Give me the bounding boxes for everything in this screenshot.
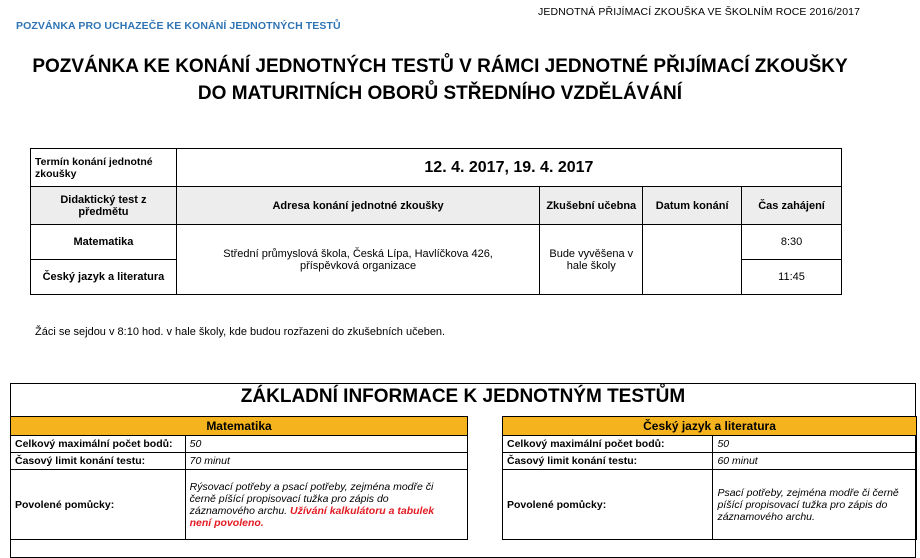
time-cell: 8:30 — [742, 225, 842, 260]
header-right: JEDNOTNÁ PŘIJÍMACÍ ZKOUŠKA VE ŠKOLNÍM ROCE 2016/2017 — [538, 6, 861, 18]
col-date-header: Datum konání — [643, 187, 742, 225]
col-time-header: Čas zahájení — [742, 187, 842, 225]
term-label: Termín konání jednotné zkoušky — [31, 149, 177, 187]
subject-cell: Český jazyk a literatura — [31, 260, 177, 295]
czech-max-points-label: Celkový maximální počet bodů: — [503, 436, 713, 453]
meeting-note: Žáci se sejdou v 8:10 hod. v hale školy, kde budou rozřazeni do zkušebních učeben. — [35, 326, 446, 338]
math-aids: Rýsovací potřeby a psací potřeby, zejména modře či černě píšící propisovací tužka pro zápis do záznamového archu. — [189, 480, 434, 517]
subject-cell: Matematika — [31, 225, 177, 260]
math-max-points-label: Celkový maximální počet bodů: — [11, 436, 186, 453]
czech-info-table — [502, 416, 917, 540]
czech-time-limit-label: Časový limit konání testu: — [503, 453, 713, 470]
title-line-2: DO MATURITNÍCH OBORŮ STŘEDNÍHO VZDĚLÁVÁNÍ — [197, 83, 683, 104]
math-info-table — [10, 416, 468, 540]
term-value: 12. 4. 2017, 19. 4. 2017 — [176, 149, 841, 187]
col-address-header: Adresa konání jednotné zkoušky — [176, 187, 539, 225]
math-aids-cell — [185, 470, 467, 540]
info-section — [10, 383, 916, 558]
room-cell: Bude vyvěšena v hale školy — [540, 225, 643, 295]
czech-time-limit: 60 minut — [713, 453, 917, 470]
page-title — [0, 53, 880, 107]
col-room-header: Zkušební učebna — [540, 187, 643, 225]
table-row — [31, 225, 842, 260]
info-title: ZÁKLADNÍ INFORMACE K JEDNOTNÝM TESTŮM — [240, 386, 686, 407]
header-left: POZVÁNKA PRO UCHAZEČE KE KONÁNÍ JEDNOTNÝCH TESTŮ — [16, 20, 341, 32]
czech-aids: Psací potřeby, zejména modře či černě píšící propisovací tužka pro zápis do záznamového archu. — [713, 470, 917, 540]
math-time-limit-label: Časový limit konání testu: — [11, 453, 186, 470]
schedule-table — [30, 148, 842, 295]
czech-max-points: 50 — [713, 436, 917, 453]
col-subject-header: Didaktický test z předmětu — [31, 187, 177, 225]
date-cell — [643, 225, 742, 295]
math-aids-warning: Užívání kalkulátoru a tabulek není povoleno. — [189, 504, 435, 529]
title-line-1: POZVÁNKA KE KONÁNÍ JEDNOTNÝCH TESTŮ V RÁMCI JEDNOTNÉ PŘIJÍMACÍ ZKOUŠKY — [32, 56, 848, 77]
address-cell: Střední průmyslová škola, Česká Lípa, Havlíčkova 426, příspěvková organizace — [176, 225, 539, 295]
czech-aids-label: Povolené pomůcky: — [503, 470, 713, 540]
math-time-limit: 70 minut — [185, 453, 467, 470]
math-subject-name: Matematika — [11, 417, 468, 436]
term-row — [31, 149, 842, 187]
math-max-points: 50 — [185, 436, 467, 453]
header-row — [31, 187, 842, 225]
time-cell: 11:45 — [742, 260, 842, 295]
czech-subject-name: Český jazyk a literatura — [503, 417, 917, 436]
math-aids-label: Povolené pomůcky: — [11, 470, 186, 540]
